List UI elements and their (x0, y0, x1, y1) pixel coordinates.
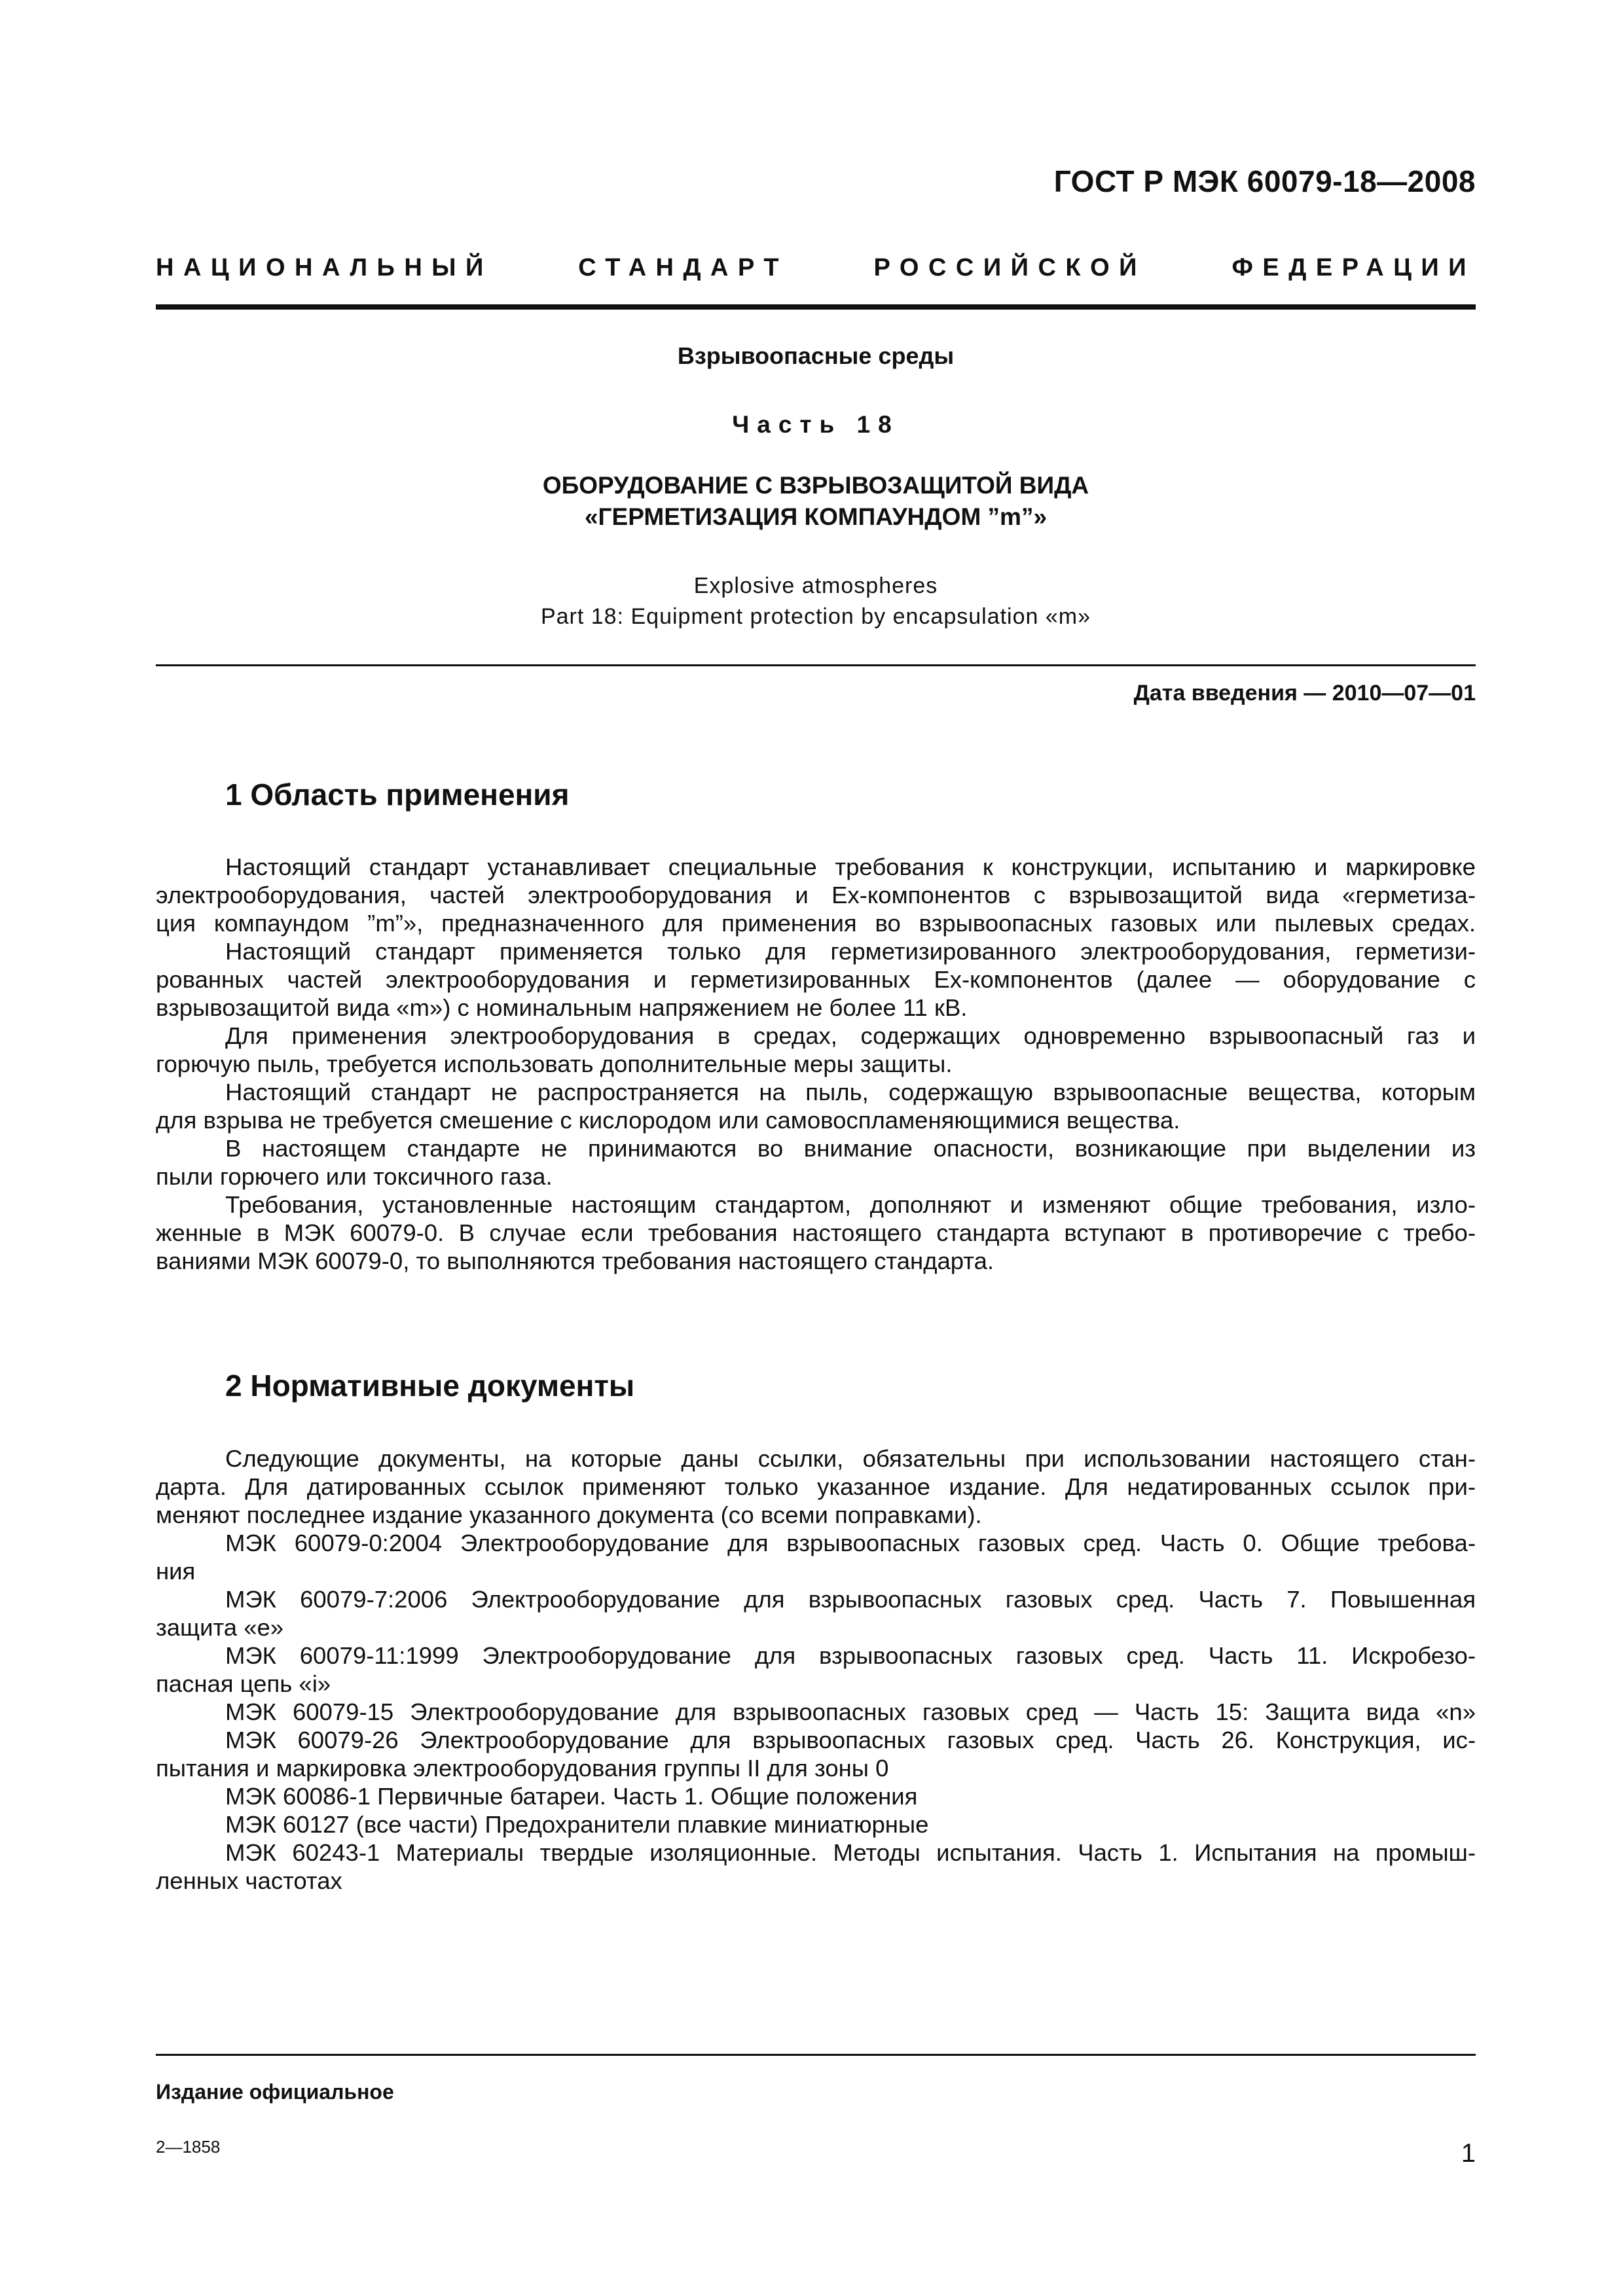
section-1-line: Требования, установленные настоящим стандартом, дополняют и изменяют общие требования, изло- (225, 1191, 1476, 1218)
section-2-line: МЭК 60079-0:2004 Электрооборудование для взрывоопасных газовых сред. Часть 0. Общие требова- (225, 1530, 1476, 1556)
print-code: 2—1858 (156, 2137, 221, 2157)
document-code: ГОСТ Р МЭК 60079-18—2008 (1053, 164, 1476, 198)
title-rule (156, 664, 1476, 666)
section-1-line: Настоящий стандарт не распространяется на пыль, содержащую взрывоопасные вещества, которым (225, 1079, 1476, 1105)
section-2-line: ленных частотах (156, 1867, 342, 1894)
national-standard-banner: НАЦИОНАЛЬНЫЙ СТАНДАРТ РОССИЙСКОЙ ФЕДЕРАЦИИ (156, 254, 1476, 281)
section-2-line: МЭК 60079-15 Электрооборудование для взрывоопасных газовых сред — Часть 15: Защита вида «n» (225, 1698, 1476, 1725)
section-1-line: ция компаундом ”m”», предназначенного для применения во взрывоопасных газовых или пылевых средах. (156, 910, 1476, 937)
section-1-line: Настоящий стандарт применяется только для герметизированного электрооборудования, герметизи- (225, 938, 1476, 965)
section-2-heading: 2 Нормативные документы (225, 1369, 635, 1403)
section-2-line: пасная цепь «i» (156, 1670, 331, 1697)
section-2-line: пытания и маркировка электрооборудования группы II для зоны 0 (156, 1755, 889, 1782)
section-1-line: ваниями МЭК 60079-0, то выполняются требования настоящего стандарта. (156, 1247, 994, 1274)
part-label: Часть 18 (732, 411, 900, 438)
section-2-line: Следующие документы, на которые даны ссылки, обязательны при использовании настоящего стан- (225, 1445, 1476, 1472)
footer-rule (156, 2054, 1476, 2056)
section-1-line: горючую пыль, требуется использовать дополнительные меры защиты. (156, 1050, 953, 1077)
general-title: Взрывоопасные среды (677, 342, 955, 369)
section-1-heading: 1 Область применения (225, 778, 570, 812)
english-title-line-2: Part 18: Equipment protection by encapsulation «m» (540, 604, 1091, 629)
section-1-line: пыли горючего или токсичного газа. (156, 1163, 553, 1190)
section-1-line: Для применения электрооборудования в средах, содержащих одновременно взрывоопасный газ и (225, 1022, 1476, 1049)
section-1-line: взрывозащитой вида «m») с номинальным напряжением не более 11 кВ. (156, 994, 968, 1021)
official-edition-label: Издание официальное (156, 2080, 394, 2104)
section-2-line: дарта. Для датированных ссылок применяют только указанное издание. Для недатированных ссылок при- (156, 1473, 1476, 1500)
header-rule (156, 304, 1476, 310)
english-title (156, 571, 1476, 632)
section-2-line: МЭК 60127 (все части) Предохранители плавкие миниатюрные (225, 1811, 929, 1838)
section-2-line: защита «е» (156, 1614, 284, 1641)
section-1-line: для взрыва не требуется смешение с кислородом или самовоспламеняющимися вещества. (156, 1107, 1180, 1134)
section-1-line: Настоящий стандарт устанавливает специальные требования к конструкции, испытанию и маркировке (225, 853, 1476, 880)
main-title-line-2: «ГЕРМЕТИЗАЦИЯ КОМПАУНДОМ ”m”» (584, 503, 1048, 530)
english-title-line-1: Explosive atmospheres (693, 573, 938, 598)
section-2-line: ния (156, 1558, 196, 1585)
section-2-line: МЭК 60079-7:2006 Электрооборудование для взрывоопасных газовых сред. Часть 7. Повышенная (225, 1586, 1476, 1613)
section-2-line: МЭК 60086-1 Первичные батареи. Часть 1. Общие положения (225, 1783, 918, 1810)
introduction-date: Дата введения — 2010—07—01 (1133, 681, 1476, 706)
section-2-line: МЭК 60243-1 Материалы твердые изоляционные. Методы испытания. Часть 1. Испытания на промыш- (225, 1839, 1476, 1866)
section-1-line: женные в МЭК 60079-0. В случае если требования настоящего стандарта вступают в противоречие с требо- (156, 1219, 1476, 1246)
section-2-line: МЭК 60079-11:1999 Электрооборудование для взрывоопасных газовых сред. Часть 11. Искробезо- (225, 1642, 1476, 1669)
main-title-line-1: ОБОРУДОВАНИЕ С ВЗРЫВОЗАЩИТОЙ ВИДА (542, 472, 1089, 499)
main-title (156, 470, 1476, 533)
section-2-line: меняют последнее издание указанного документа (со всеми поправками). (156, 1501, 982, 1528)
section-2-line: МЭК 60079-26 Электрооборудование для взрывоопасных газовых сред. Часть 26. Конструкция, ис- (225, 1727, 1476, 1753)
section-1-line: В настоящем стандарте не принимаются во внимание опасности, возникающие при выделении из (225, 1135, 1476, 1162)
section-1-line: рованных частей электрооборудования и герметизированных Ex-компонентов (далее — оборудование с (156, 966, 1476, 993)
section-1-line: электрооборудования, частей электрооборудования и Ex-компонентов с взрывозащитой вида «герметиза- (156, 882, 1476, 908)
page-number: 1 (1461, 2139, 1476, 2168)
